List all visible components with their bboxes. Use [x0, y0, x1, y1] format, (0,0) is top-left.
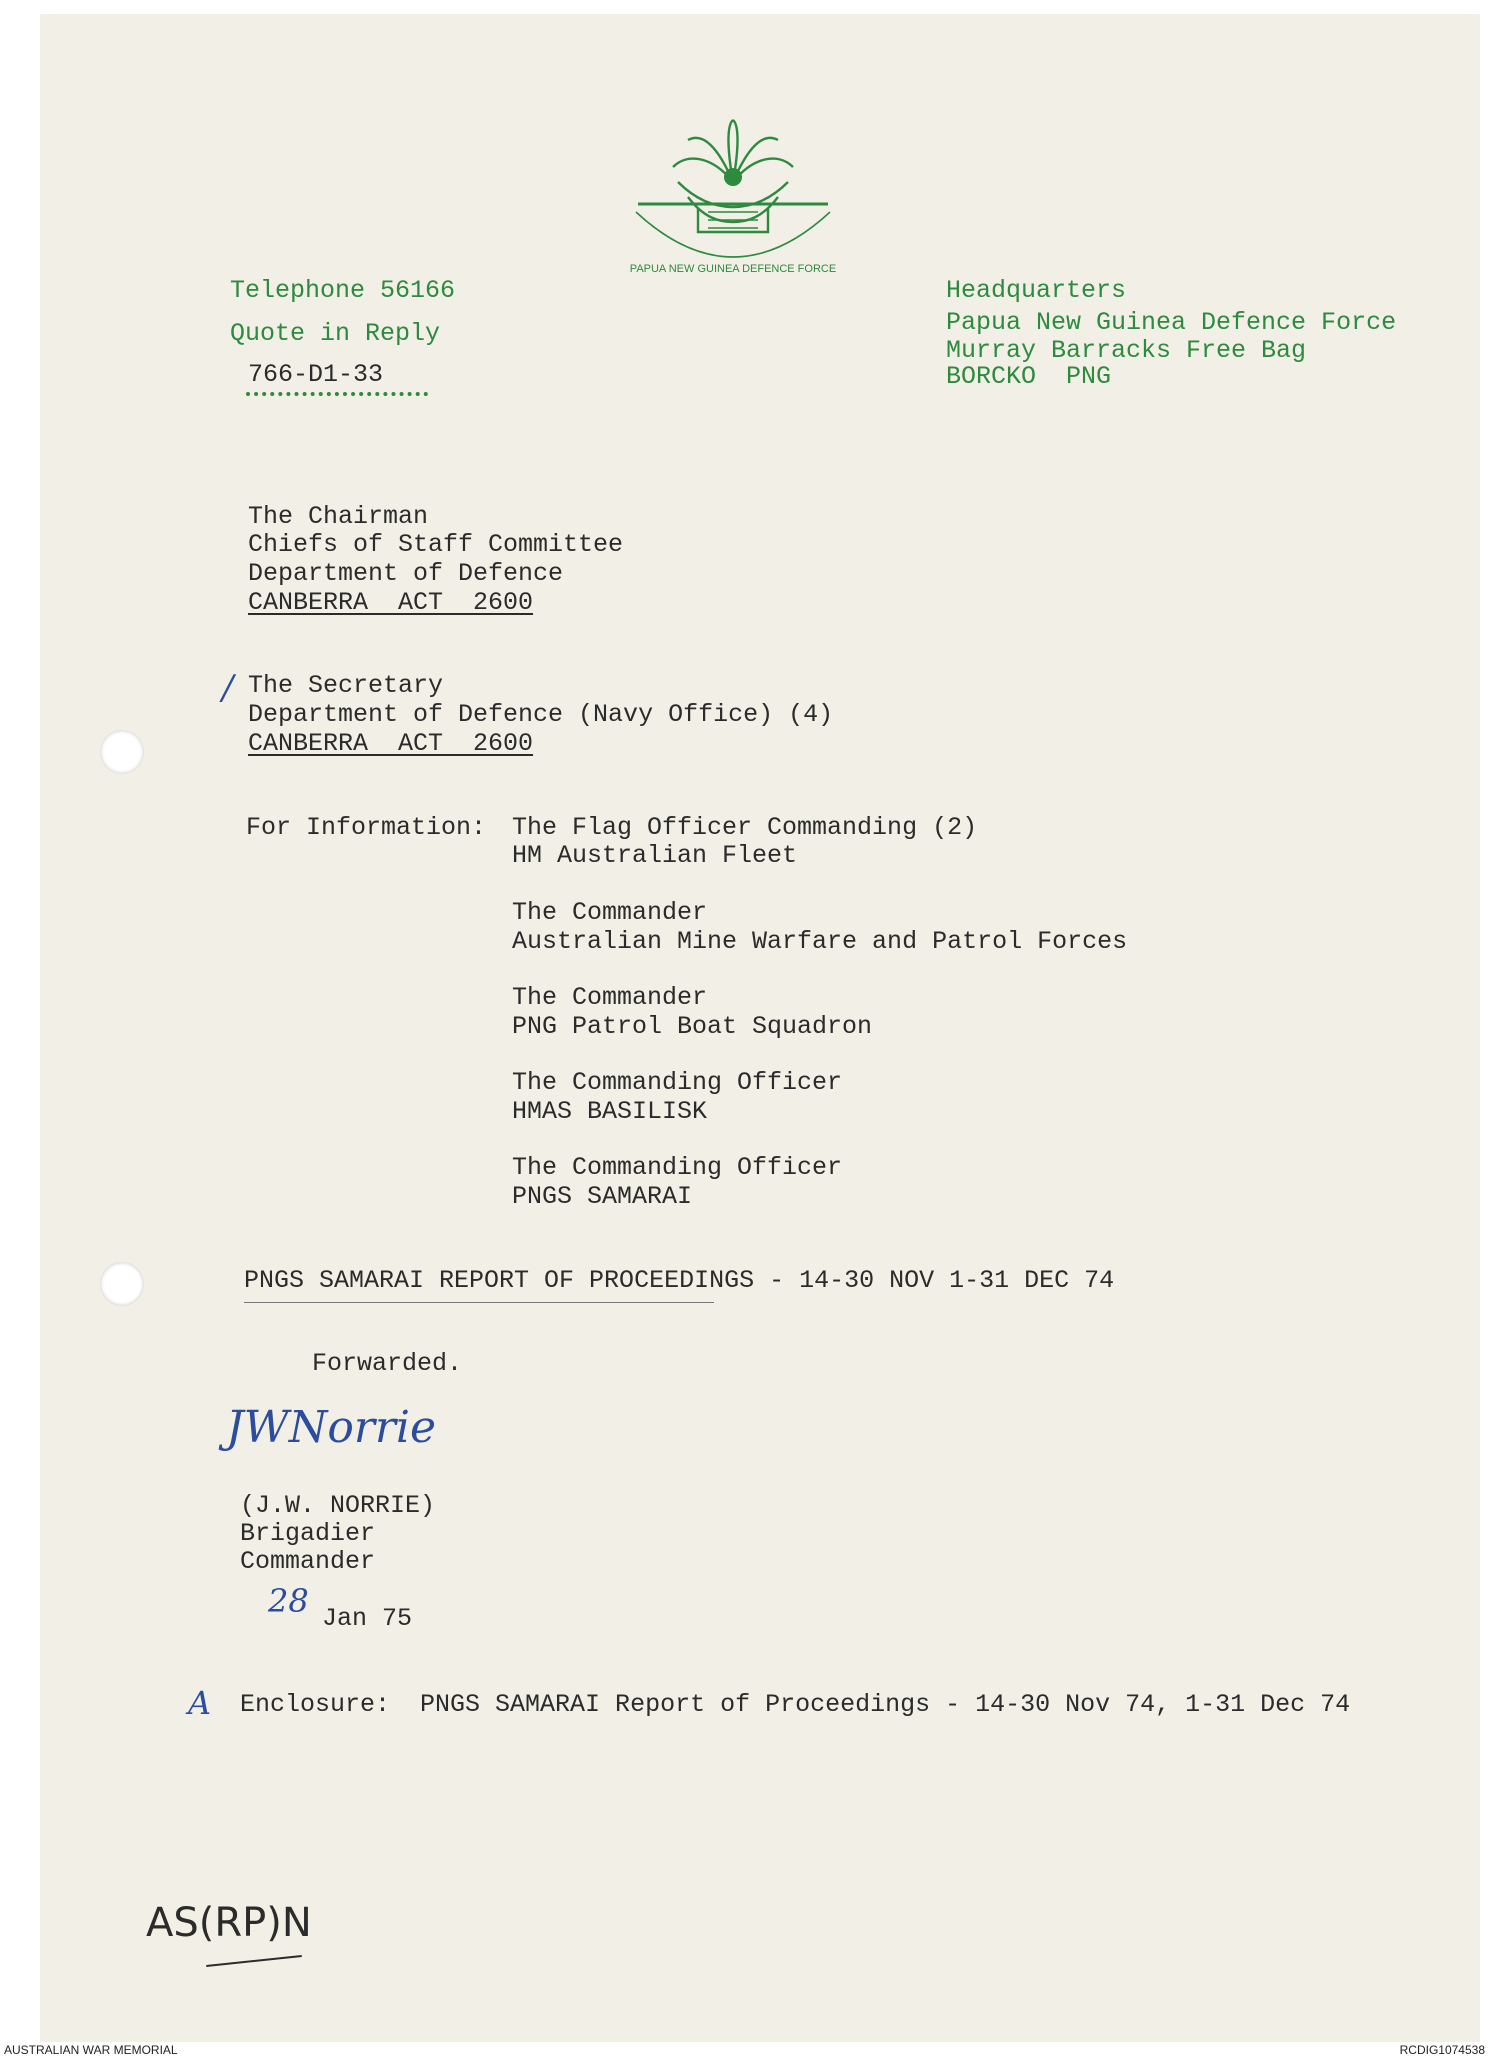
- signatory-title: Commander: [240, 1547, 376, 1576]
- forwarded-text: Forwarded.: [312, 1349, 463, 1378]
- info-recipient-line: The Commander: [512, 983, 708, 1012]
- hq-line-4: BORCKO PNG: [946, 362, 1112, 391]
- footer-record-id: RCDIG1074538: [1399, 2043, 1485, 2057]
- info-recipient-line: The Commanding Officer: [512, 1068, 843, 1097]
- hq-line-1: Headquarters: [946, 276, 1127, 305]
- subject-line: PNGS SAMARAI REPORT OF PROCEEDINGS - 14-30 NOV 1-31 DEC 74: [244, 1266, 1115, 1295]
- info-recipient-line: PNGS SAMARAI: [512, 1182, 693, 1211]
- addressee2-line: Department of Defence (Navy Office) (4): [248, 700, 834, 729]
- enclosure-line: Enclosure: PNGS SAMARAI Report of Proceedings - 14-30 Nov 74, 1-31 Dec 74: [240, 1690, 1351, 1719]
- handwritten-note: AS(RP)N: [146, 1900, 312, 1946]
- crest-motto-text: PAPUA NEW GUINEA DEFENCE FORCE: [629, 263, 837, 275]
- info-recipient-line: HMAS BASILISK: [512, 1097, 708, 1126]
- handwritten-signature: JWNorrie: [226, 1402, 437, 1453]
- addressee1-city: CANBERRA ACT 2600: [248, 588, 534, 617]
- addressee1-line: Chiefs of Staff Committee: [248, 530, 624, 559]
- punch-hole-top: [100, 730, 144, 774]
- signatory-rank: Brigadier: [240, 1519, 376, 1548]
- addressee1-line: Department of Defence: [248, 559, 564, 588]
- info-recipient-line: Australian Mine Warfare and Patrol Forces: [512, 927, 1128, 956]
- pngdf-crest-emblem: [618, 112, 848, 282]
- addressee2-city: CANBERRA ACT 2600: [248, 729, 534, 758]
- enclosure-handmark: A: [188, 1684, 212, 1722]
- info-recipient-line: The Commanding Officer: [512, 1153, 843, 1182]
- info-recipient-line: PNG Patrol Boat Squadron: [512, 1012, 873, 1041]
- addressee2-line: The Secretary: [248, 671, 444, 700]
- addressee1-line: The Chairman: [248, 502, 429, 531]
- info-recipient-line: The Commander: [512, 898, 708, 927]
- date-month-year: Jan 75: [322, 1604, 413, 1633]
- footer-archive-name: AUSTRALIAN WAR MEMORIAL: [4, 2043, 178, 2057]
- tick-mark: /: [222, 668, 234, 708]
- handwritten-day: 28: [268, 1582, 309, 1620]
- subject-underline: [244, 1302, 714, 1303]
- reference-dotted-line: [246, 392, 428, 396]
- info-recipient-line: The Flag Officer Commanding (2): [512, 813, 978, 842]
- telephone-line: Telephone 56166: [230, 276, 456, 305]
- hq-line-3: Murray Barracks Free Bag: [946, 336, 1307, 365]
- reference-number: 766-D1-33: [248, 360, 384, 389]
- quote-in-reply-label: Quote in Reply: [230, 319, 441, 348]
- hq-line-2: Papua New Guinea Defence Force: [946, 308, 1397, 337]
- for-information-label: For Information:: [246, 813, 487, 842]
- punch-hole-bottom: [100, 1262, 144, 1306]
- info-recipient-line: HM Australian Fleet: [512, 841, 798, 870]
- signatory-name: (J.W. NORRIE): [240, 1491, 436, 1520]
